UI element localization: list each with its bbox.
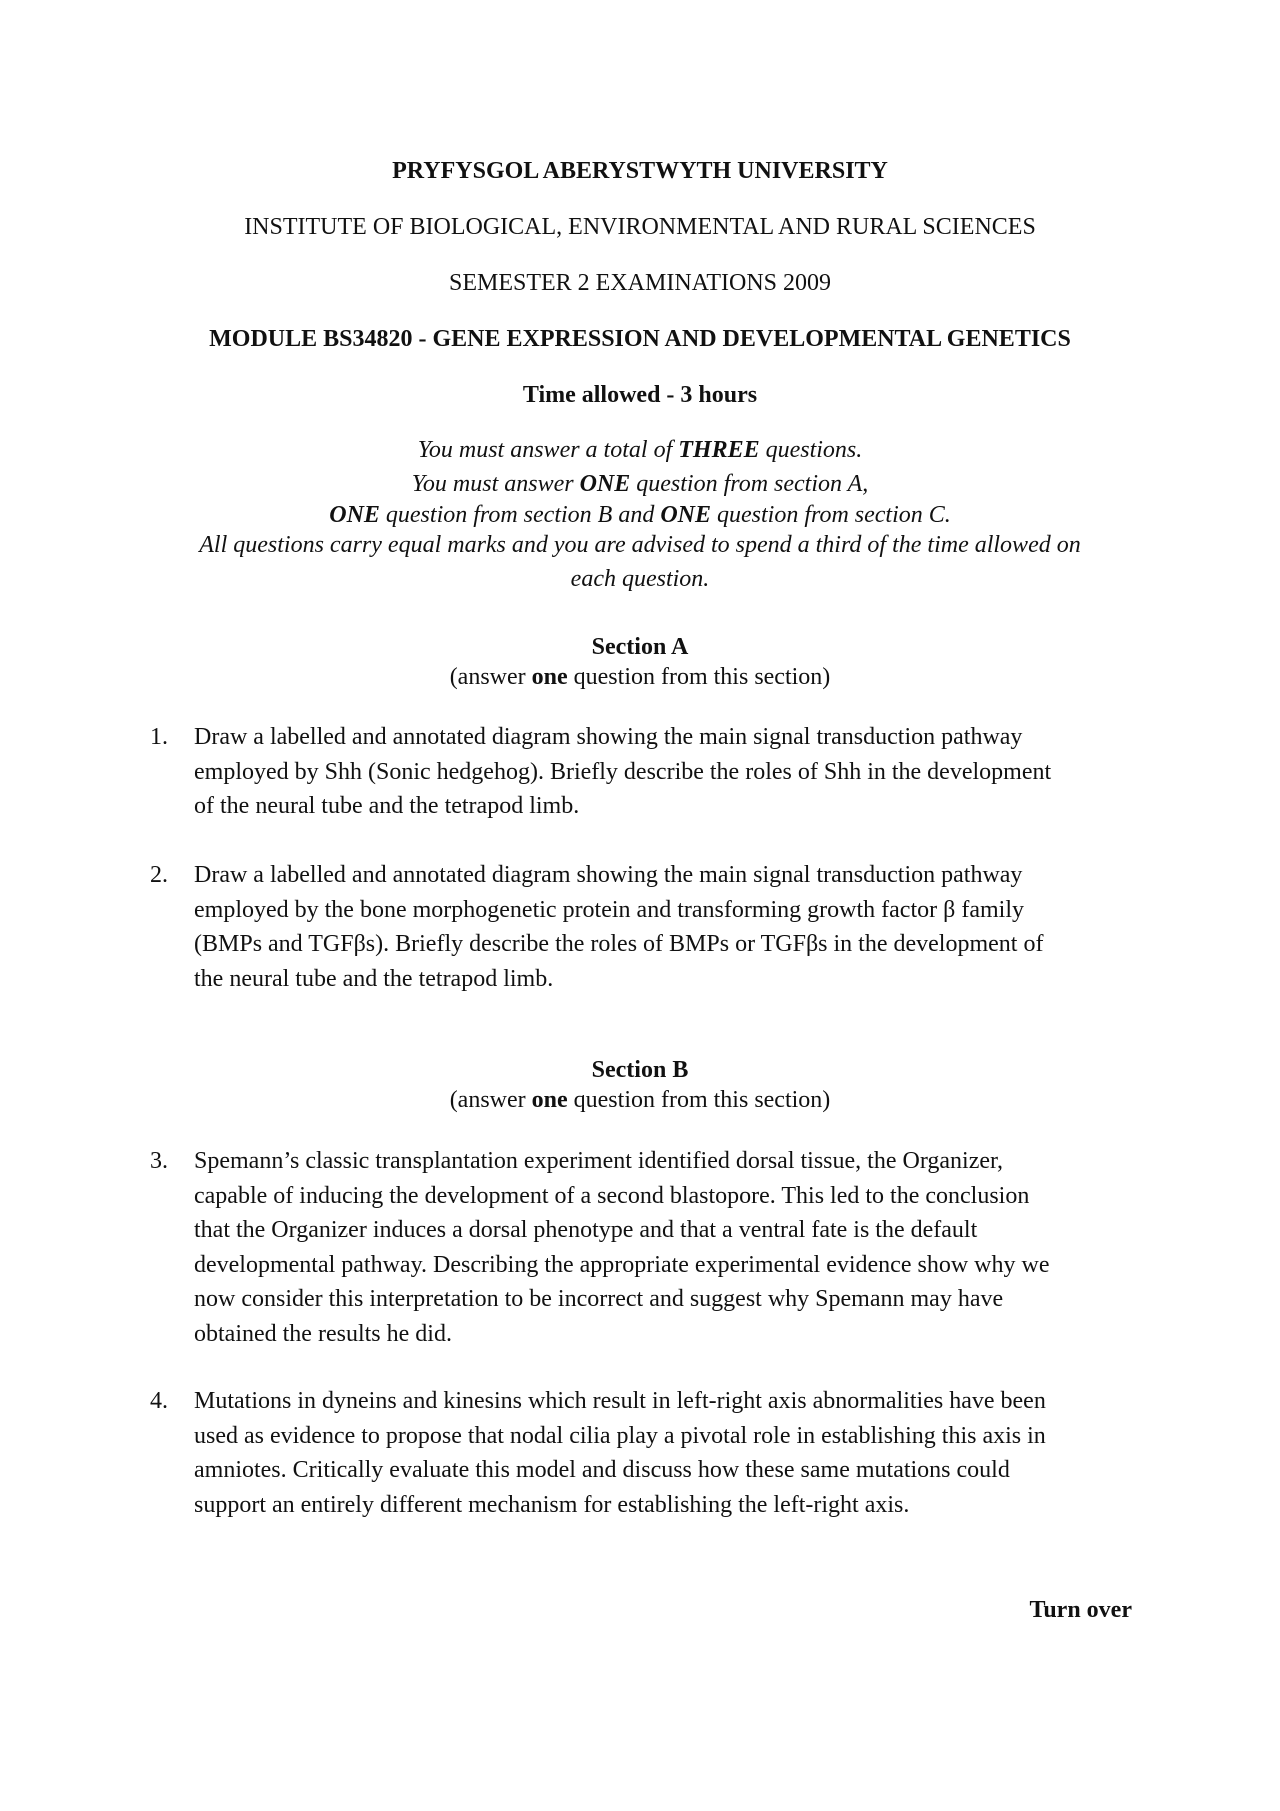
instruction-line-3 bbox=[0, 500, 1280, 530]
question-text bbox=[194, 720, 1130, 824]
section-a-subtitle bbox=[0, 662, 1280, 692]
instruction-text: questions. bbox=[759, 437, 863, 463]
instruction-emphasis: THREE bbox=[678, 437, 760, 463]
instruction-text: question from section A, bbox=[630, 471, 869, 497]
instruction-text: You must answer bbox=[411, 471, 580, 497]
question-line: of the neural tube and the tetrapod limb. bbox=[194, 793, 580, 819]
section-b-title: Section B bbox=[591, 1057, 689, 1083]
question-line: employed by Shh (Sonic hedgehog). Briefly describe the roles of Shh in the development bbox=[194, 758, 1052, 785]
question-text bbox=[194, 858, 1130, 996]
turn-over-note: Turn over bbox=[1029, 1597, 1132, 1623]
section-a-title: Section A bbox=[591, 634, 689, 660]
instruction-text: You must answer a total of bbox=[417, 437, 679, 463]
question-line: amniotes. Critically evaluate this model and discuss how these same mutations could bbox=[194, 1457, 1010, 1483]
university-title: PRYFYSGOL ABERYSTWYTH UNIVERSITY bbox=[392, 158, 888, 184]
instruction-emphasis: ONE bbox=[660, 502, 711, 528]
question-line: support an entirely different mechanism for establishing the left-right axis. bbox=[194, 1491, 910, 1518]
question-line: developmental pathway. Describing the appropriate experimental evidence show why we bbox=[194, 1251, 1050, 1278]
question-line: Draw a labelled and annotated diagram showing the main signal transduction pathway bbox=[194, 862, 1023, 888]
section-subtitle-text: (answer bbox=[449, 1087, 532, 1113]
semester-title: SEMESTER 2 EXAMINATIONS 2009 bbox=[448, 270, 831, 296]
section-subtitle-emphasis: one bbox=[531, 1087, 568, 1113]
question-3 bbox=[150, 1144, 1130, 1351]
question-4 bbox=[150, 1384, 1130, 1522]
institute-title: INSTITUTE OF BIOLOGICAL, ENVIRONMENTAL AND RURAL SCIENCES bbox=[244, 214, 1036, 240]
instruction-line-4: All questions carry equal marks and you are advised to spend a third of the time allowed on bbox=[199, 532, 1081, 558]
section-subtitle-text: (answer bbox=[449, 664, 532, 690]
question-line: now consider this interpretation to be incorrect and suggest why Spemann may have bbox=[194, 1286, 1004, 1312]
instruction-emphasis: ONE bbox=[579, 471, 631, 497]
question-number: 2. bbox=[150, 862, 168, 888]
section-subtitle-text: question from this section) bbox=[567, 664, 831, 690]
question-2 bbox=[150, 858, 1130, 996]
question-number: 1. bbox=[150, 724, 168, 750]
module-title: MODULE BS34820 - GENE EXPRESSION AND DEVELOPMENTAL GENETICS bbox=[209, 326, 1071, 352]
question-line: employed by the bone morphogenetic protein and transforming growth factor β family bbox=[194, 896, 1024, 923]
question-line: Spemann’s classic transplantation experiment identified dorsal tissue, the Organizer, bbox=[194, 1148, 1004, 1174]
question-number: 3. bbox=[150, 1148, 168, 1174]
question-line: Mutations in dyneins and kinesins which result in left-right axis abnormalities have been bbox=[194, 1388, 1046, 1414]
instruction-line-5: each question. bbox=[570, 566, 710, 592]
instruction-line-1 bbox=[0, 435, 1280, 465]
section-subtitle-emphasis: one bbox=[531, 664, 568, 690]
instruction-line-2 bbox=[0, 469, 1280, 499]
question-1 bbox=[150, 720, 1130, 824]
instruction-text: question from section B and bbox=[379, 502, 661, 528]
instruction-text: question from section C. bbox=[711, 502, 951, 528]
question-line: the neural tube and the tetrapod limb. bbox=[194, 965, 554, 992]
section-subtitle-text: question from this section) bbox=[567, 1087, 831, 1113]
question-line: (BMPs and TGFβs). Briefly describe the roles of BMPs or TGFβs in the development of bbox=[194, 931, 1044, 957]
question-line: that the Organizer induces a dorsal phenotype and that a ventral fate is the default bbox=[194, 1217, 978, 1243]
section-b-subtitle bbox=[0, 1085, 1280, 1115]
question-text bbox=[194, 1144, 1130, 1351]
question-number: 4. bbox=[150, 1388, 168, 1414]
time-allowed: Time allowed - 3 hours bbox=[522, 382, 758, 408]
question-line: obtained the results he did. bbox=[194, 1320, 452, 1347]
question-line: used as evidence to propose that nodal cilia play a pivotal role in establishing this axis in bbox=[194, 1422, 1046, 1449]
question-line: Draw a labelled and annotated diagram showing the main signal transduction pathway bbox=[194, 724, 1023, 750]
question-line: capable of inducing the development of a second blastopore. This led to the conclusion bbox=[194, 1182, 1030, 1209]
question-text bbox=[194, 1384, 1130, 1522]
instruction-emphasis: ONE bbox=[329, 502, 380, 528]
